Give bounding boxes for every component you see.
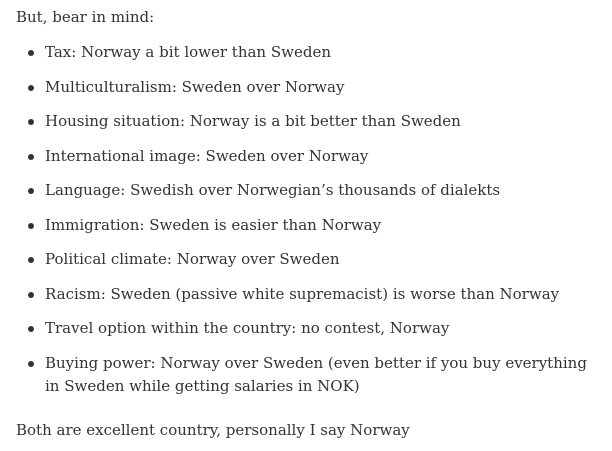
bullet-icon [28, 361, 34, 367]
list-item [16, 76, 596, 99]
bullet-icon [28, 257, 34, 263]
list-item-text: Racism: Sweden (passive white supremacist) is worse than Norway [45, 284, 560, 303]
list-item-text: Multiculturalism: Sweden over Norway [45, 77, 345, 96]
list-item [16, 214, 596, 237]
list-item [16, 110, 596, 133]
list-item-text: Housing situation: Norway is a bit better than Sweden [45, 112, 461, 130]
list-item-text: Buying power: Norway over Sweden (even better if you buy everything in Sweden while getting salaries in NOK) [45, 353, 587, 395]
list-item-text: International image: Sweden over Norway [45, 146, 369, 165]
answer-body [16, 0, 596, 439]
closing-paragraph: Both are excellent country, personally I say Norway [16, 421, 410, 439]
list-item [16, 248, 596, 271]
bullet-icon [28, 223, 34, 229]
bullet-icon [28, 326, 34, 332]
list-item [16, 145, 596, 168]
bullet-icon [28, 119, 34, 125]
list-item-text: Political climate: Norway over Sweden [45, 250, 340, 268]
bullet-icon [28, 188, 34, 194]
list-item [16, 41, 596, 64]
list-item [16, 179, 596, 202]
list-item-text: Immigration: Sweden is easier than Norway [45, 215, 382, 234]
bullet-icon [28, 50, 34, 56]
bullet-icon [28, 292, 34, 298]
list-item [16, 283, 596, 306]
list-item-text: Travel option within the country: no contest, Norway [45, 319, 450, 337]
list-item-text: Language: Swedish over Norwegian’s thousands of dialekts [45, 181, 501, 199]
comparison-list [16, 41, 596, 398]
list-item [16, 317, 596, 340]
list-item [16, 352, 596, 398]
list-item-text: Tax: Norway a bit lower than Sweden [45, 43, 331, 61]
bullet-icon [28, 85, 34, 91]
intro-paragraph: But, bear in mind: [16, 8, 155, 26]
bullet-icon [28, 154, 34, 160]
